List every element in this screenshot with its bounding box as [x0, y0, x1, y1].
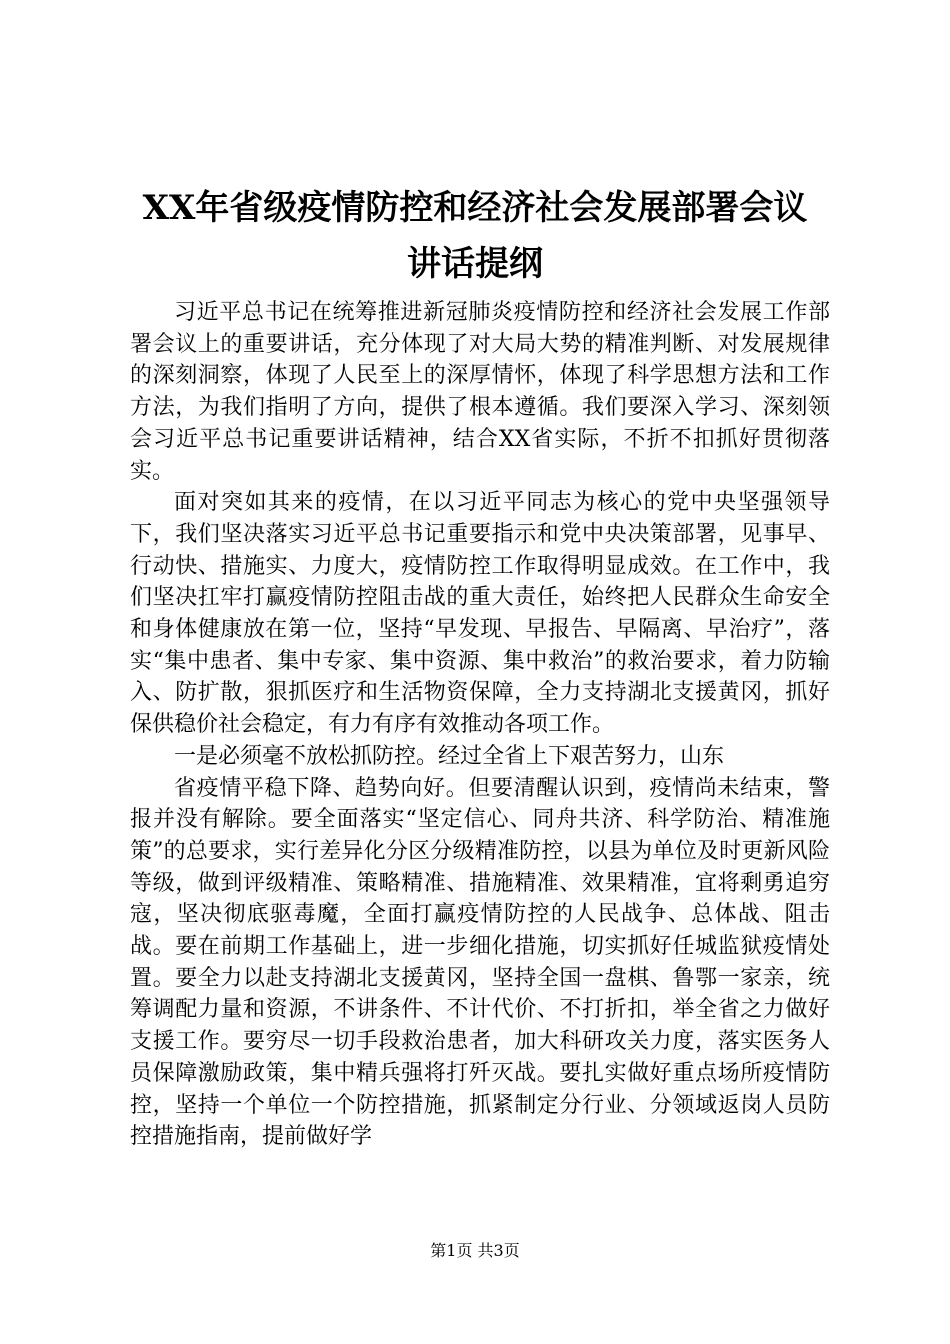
page-footer: 第1页 共3页 [430, 1241, 520, 1260]
document-title-line-2: 讲话提纲 [407, 244, 543, 284]
paragraph-3-lead: 一是必须毫不放松抓防控。经过全省上下艰苦努力，山东 [174, 743, 725, 769]
paragraph-1: 习近平总书记在统筹推进新冠肺炎疫情防控和经济社会发展工作部署会议上的重要讲话，充分体现了对大局大势的精准判断、对发展规律的深刻洞察，体现了人民至上的深厚情怀，体现了科学思想方法和工作方法，为我们指明了方向，提供了根本遵循。我们要深入学习、深刻领会习近平总书记重要讲话精神，结合XX省实际，不折不扣抓好贯彻落实。 [130, 300, 830, 484]
paragraph-2: 面对突如其来的疫情，在以习近平同志为核心的党中央坚强领导下，我们坚决落实习近平总书记重要指示和党中央决策部署，见事早、行动快、措施实、力度大，疫情防控工作取得明显成效。在工作中，我们坚决扛牢打赢疫情防控阻击战的重大责任，始终把人民群众生命安全和身体健康放在第一位，坚持“早发现、早报告、早隔离、早治疗”，落实“集中患者、集中专家、集中资源、集中救治”的救治要求，着力防输入、防扩散，狠抓医疗和生活物资保障，全力支持湖北支援黄冈，抓好保供稳价社会稳定，有力有序有效推动各项工作。 [130, 490, 830, 738]
paragraph-3-body: 省疫情平稳下降、趋势向好。但要清醒认识到，疫情尚未结束，警报并没有解除。要全面落实“坚定信心、同舟共济、科学防治、精准施策”的总要求，实行差异化分区分级精准防控，以县为单位及时更新风险等级，做到评级精准、策略精准、措施精准、效果精准，宜将剩勇追穷寇，坚决彻底驱毒魔，全面打赢疫情防控的人民战争、总体战、阻击战。要在前期工作基础上，进一步细化措施，切实抓好任城监狱疫情处置。要全力以赴支持湖北支援黄冈，坚持全国一盘棋、鲁鄂一家亲，统筹调配力量和资源，不讲条件、不计代价、不打折扣，举全省之力做好支援工作。要穷尽一切手段救治患者，加大科研攻关力度，落实医务人员保障激励政策，集中精兵强将打歼灭战。要扎实做好重点场所疫情防控，坚持一个单位一个防控措施，抓紧制定分行业、分领域返岗人员防控措施指南，提前做好学 [130, 775, 830, 1150]
document-body [130, 297, 830, 1153]
document-title-line-1: XX年省级疫情防控和经济社会发展部署会议 [142, 188, 808, 228]
